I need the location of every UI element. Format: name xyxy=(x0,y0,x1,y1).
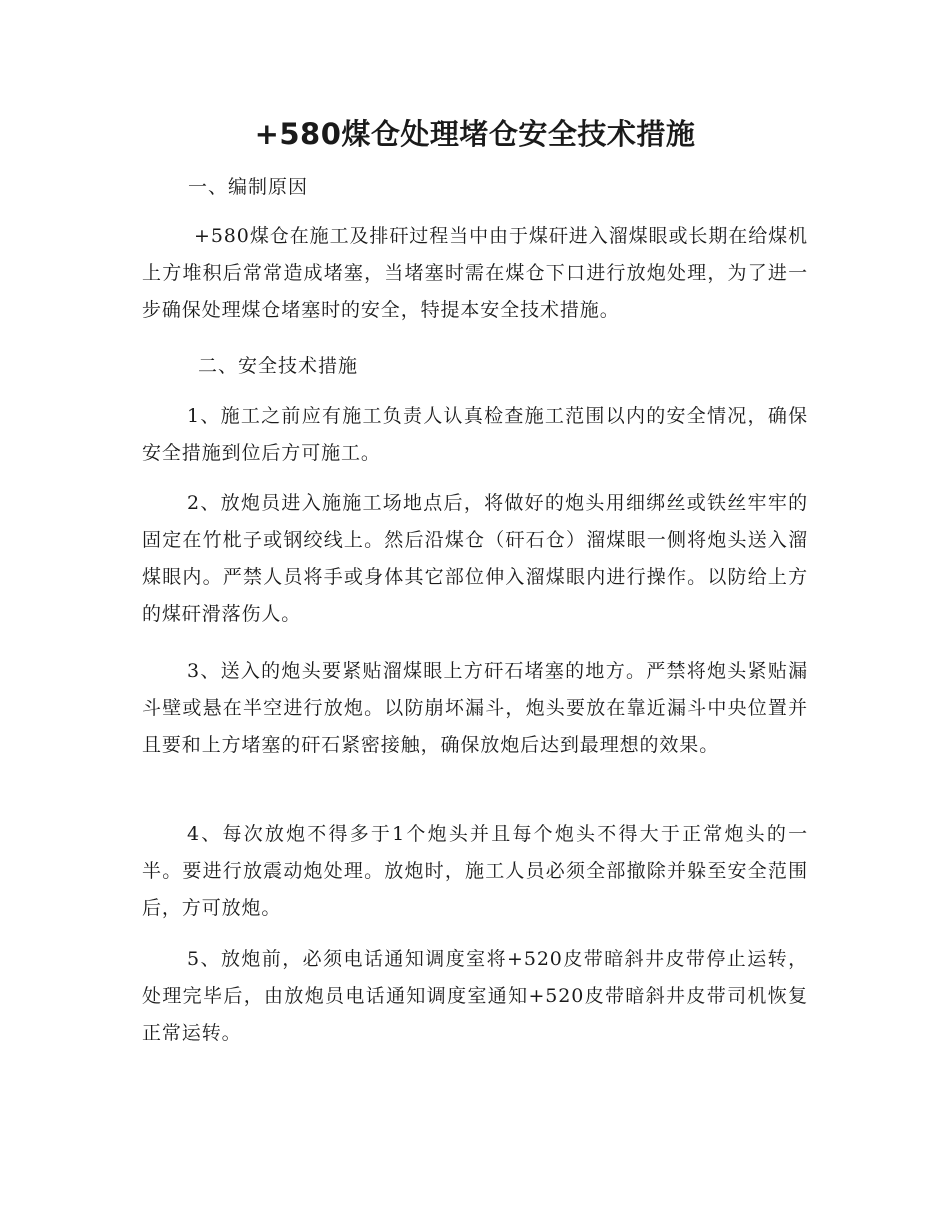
section-heading-reason: 一、编制原因 xyxy=(188,176,309,198)
measure-item-1: 1、施工之前应有施工负责人认真检查施工范围以内的安全情况，确保安全措施到位后方可施工。 xyxy=(142,405,808,464)
measure-item-2: 2、放炮员进入施施工场地点后，将做好的炮头用细绑丝或铁丝牢牢的固定在竹枇子或钢绞线上。然后沿煤仓（矸石仓）溜煤眼一侧将炮头送入溜煤眼内。严禁人员将手或身体其它部位伸入溜煤眼内进行操作。以防给上方的煤矸滑落伤人。 xyxy=(142,492,808,625)
measure-item-3: 3、送入的炮头要紧贴溜煤眼上方矸石堵塞的地方。严禁将炮头紧贴漏斗壁或悬在半空进行放炮。以防崩坏漏斗，炮头要放在靠近漏斗中央位置并且要和上方堵塞的矸石紧密接触，确保放炮后达到最理想的效果。 xyxy=(142,660,808,756)
document-title: +580煤仓处理堵仓安全技术措施 xyxy=(254,117,696,151)
measure-item-4: 4、每次放炮不得多于1个炮头并且每个炮头不得大于正常炮头的一半。要进行放震动炮处理。放炮时，施工人员必须全部撤除并躲至安全范围后，方可放炮。 xyxy=(142,823,808,919)
section-heading-measures: 二、安全技术措施 xyxy=(198,355,359,377)
measure-item-5: 5、放炮前，必须电话通知调度室将+520皮带暗斜井皮带停止运转，处理完毕后，由放炮员电话通知调度室通知+520皮带暗斜井皮带司机恢复正常运转。 xyxy=(142,948,808,1044)
paragraph-reason: +580煤仓在施工及排矸过程当中由于煤矸进入溜煤眼或长期在给煤机上方堆积后常常造成堵塞，当堵塞时需在煤仓下口进行放炮处理，为了进一步确保处理煤仓堵塞时的安全，特提本安全技术措施。 xyxy=(142,225,808,321)
